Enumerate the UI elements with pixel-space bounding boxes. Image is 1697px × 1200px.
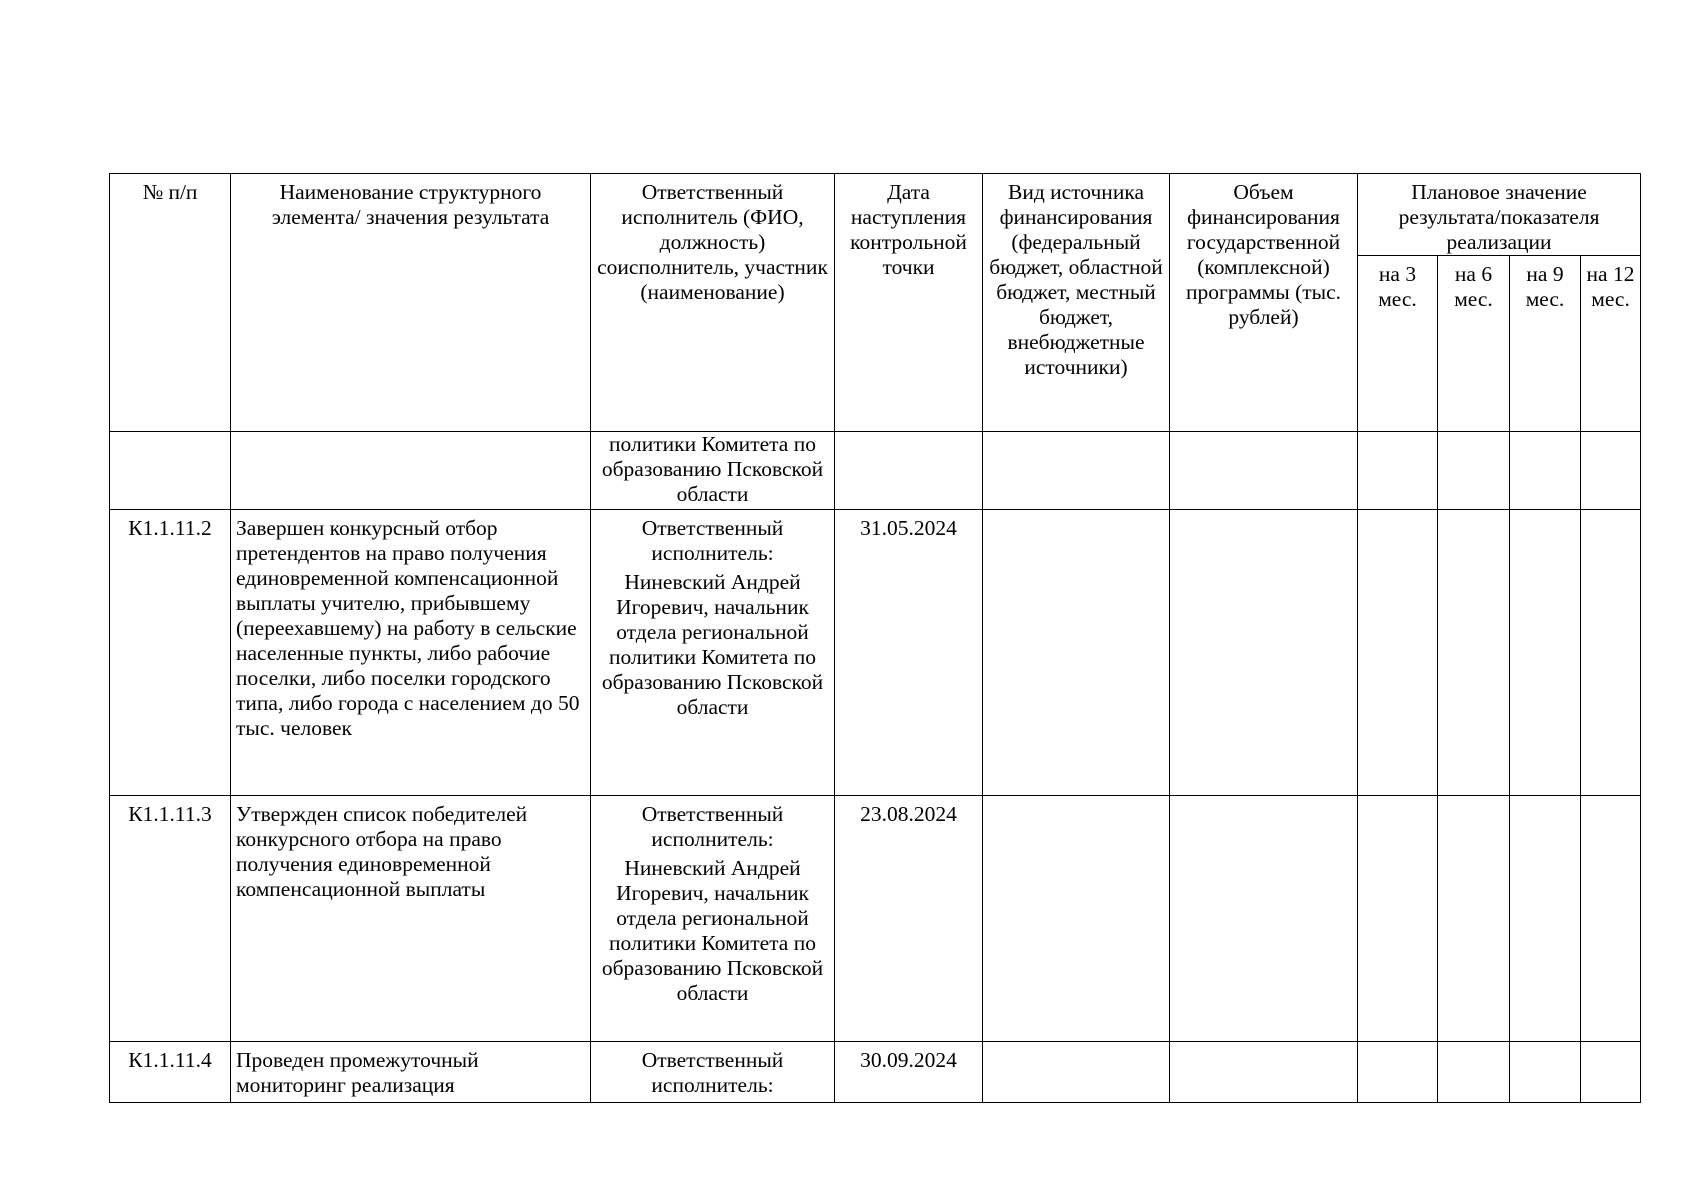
cell-volume (1170, 510, 1358, 796)
cell-month-9 (1510, 432, 1581, 510)
responsible-person: политики Комитета по образованию Псковской области (601, 432, 824, 506)
cell-month-9 (1510, 510, 1581, 796)
header-responsible: Ответственный исполнитель (ФИО, должность) соисполнитель, участник (наименование) (591, 174, 835, 432)
cell-date: 30.09.2024 (835, 1042, 983, 1103)
header-name: Наименование структурного элемента/ значения результата (231, 174, 591, 432)
responsible-person: Ниневский Андрей Игоревич, начальник отдела региональной политики Комитета по образованию Псковской области (601, 856, 824, 1005)
table-row (110, 1042, 1641, 1103)
cell-date: 23.08.2024 (835, 796, 983, 1042)
cell-num: К1.1.11.4 (110, 1042, 231, 1103)
cell-month-6 (1438, 796, 1510, 1042)
responsible-person: Ниневский Андрей Игоревич, начальник отдела региональной политики Комитета по образованию Псковской области (601, 570, 824, 719)
header-volume: Объем финансирования государственной (комплексной) программы (тыс. рублей) (1170, 174, 1358, 432)
table-row (110, 796, 1641, 1042)
header-date: Дата наступления контрольной точки (835, 174, 983, 432)
plan-table (109, 173, 1641, 1103)
table-row (110, 432, 1641, 510)
cell-volume (1170, 796, 1358, 1042)
cell-month-3 (1358, 796, 1438, 1042)
cell-responsible (591, 510, 835, 796)
cell-responsible (591, 432, 835, 510)
cell-month-3 (1358, 432, 1438, 510)
header-month-6: на 6 мес. (1438, 256, 1510, 432)
cell-date: 31.05.2024 (835, 510, 983, 796)
cell-month-6 (1438, 510, 1510, 796)
cell-name: Проведен промежуточный мониторинг реализация (231, 1042, 591, 1103)
cell-responsible (591, 1042, 835, 1103)
cell-name (231, 432, 591, 510)
cell-volume (1170, 1042, 1358, 1103)
responsible-role: Ответственный исполнитель: (641, 1048, 784, 1097)
header-source: Вид источника финансирования (федеральный бюджет, областной бюджет, местный бюджет, внебюджетные источники) (983, 174, 1170, 432)
cell-month-6 (1438, 1042, 1510, 1103)
cell-date (835, 432, 983, 510)
table-row (110, 510, 1641, 796)
header-plan: Плановое значение результата/показателя реализации (1358, 174, 1641, 256)
cell-month-9 (1510, 1042, 1581, 1103)
cell-month-3 (1358, 1042, 1438, 1103)
responsible-role: Ответственный исполнитель: (641, 802, 784, 851)
cell-month-12 (1581, 510, 1641, 796)
cell-num (110, 432, 231, 510)
cell-month-12 (1581, 796, 1641, 1042)
cell-name: Завершен конкурсный отбор претендентов на право получения единовременной компенсационной выплаты учителю, прибывшему (переехавшему) на работу в сельские населенные пункты, либо рабочие поселки, либо поселки городского типа, либо города с населением до 50 тыс. человек (231, 510, 591, 796)
cell-source (983, 432, 1170, 510)
cell-name: Утвержден список победителей конкурсного отбора на право получения единовременной компенсационной выплаты (231, 796, 591, 1042)
cell-responsible (591, 796, 835, 1042)
cell-month-3 (1358, 510, 1438, 796)
responsible-role: Ответственный исполнитель: (641, 516, 784, 565)
cell-num: К1.1.11.3 (110, 796, 231, 1042)
header-month-3: на 3 мес. (1358, 256, 1438, 432)
cell-source (983, 1042, 1170, 1103)
cell-source (983, 510, 1170, 796)
header-month-12: на 12 мес. (1581, 256, 1641, 432)
cell-num: К1.1.11.2 (110, 510, 231, 796)
cell-month-9 (1510, 796, 1581, 1042)
cell-month-12 (1581, 432, 1641, 510)
header-month-9: на 9 мес. (1510, 256, 1581, 432)
header-num: № п/п (110, 174, 231, 432)
cell-source (983, 796, 1170, 1042)
cell-volume (1170, 432, 1358, 510)
cell-month-12 (1581, 1042, 1641, 1103)
cell-month-6 (1438, 432, 1510, 510)
